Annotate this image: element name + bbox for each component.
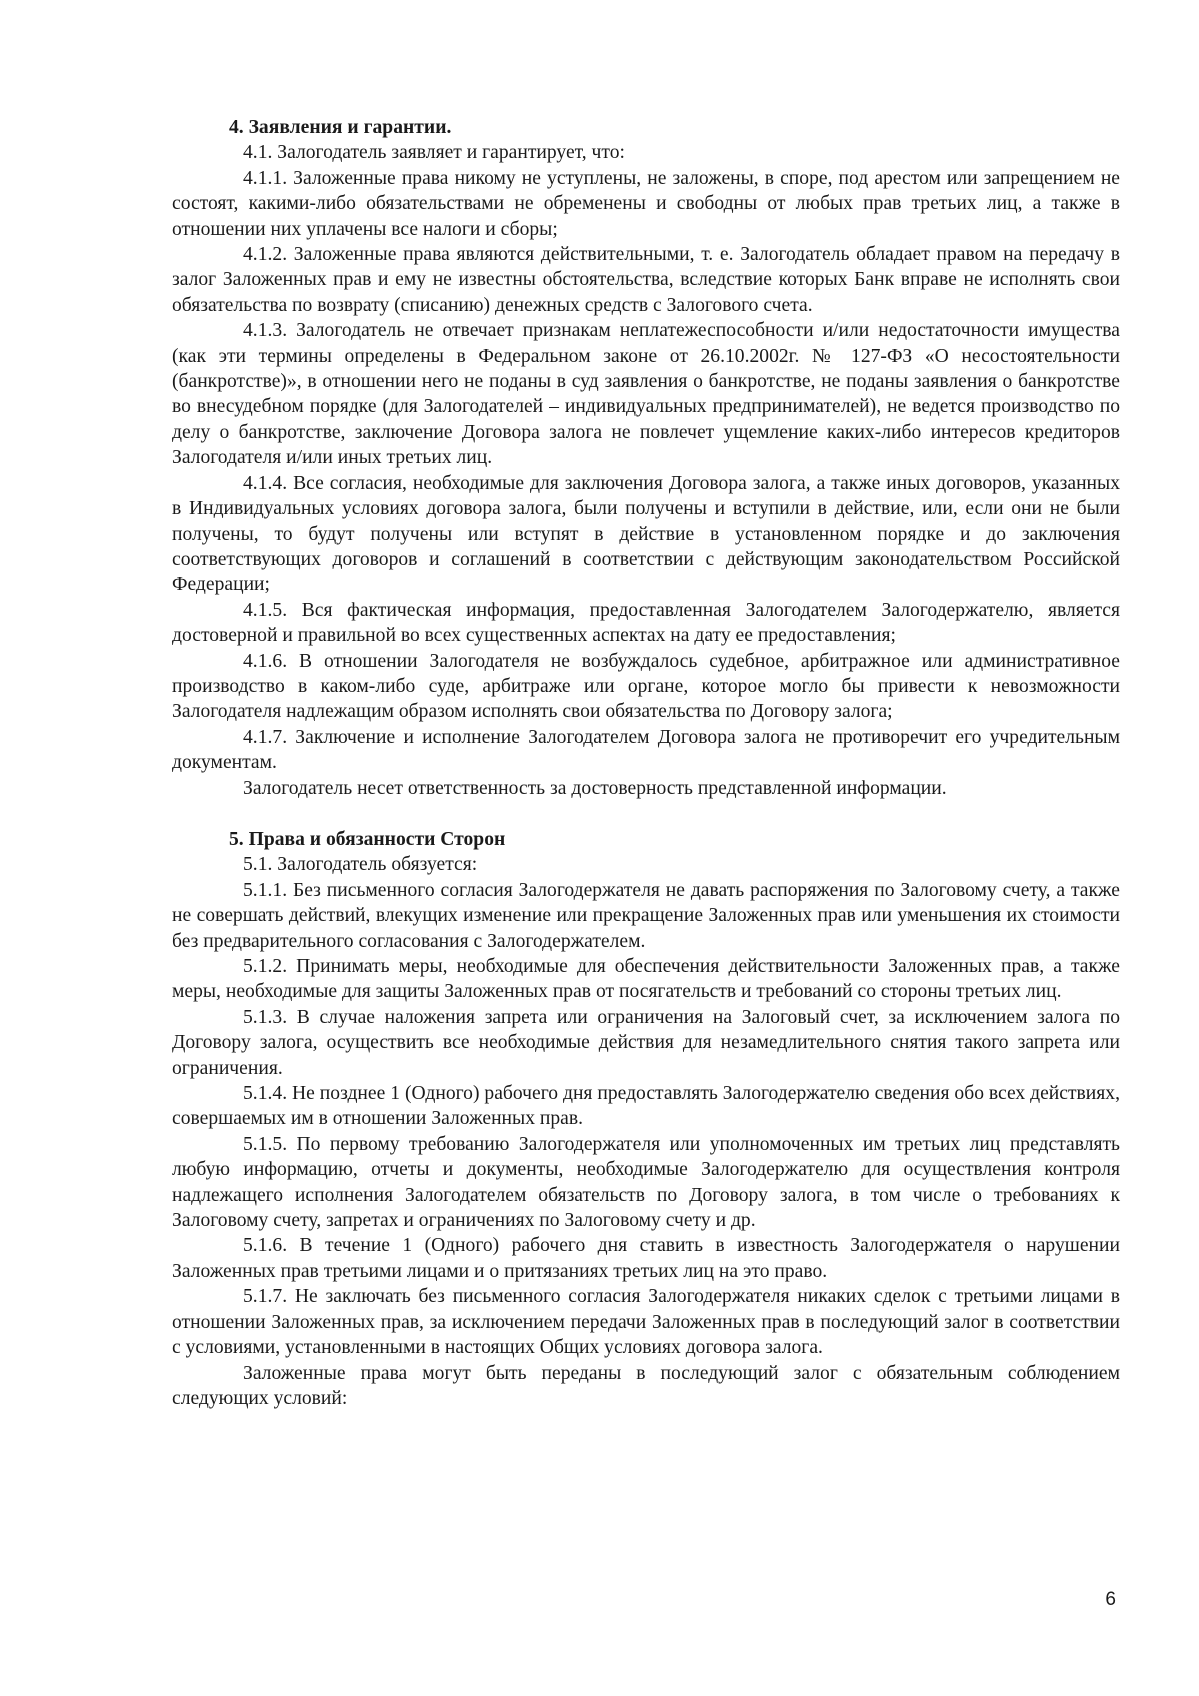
clause-4-1-4: 4.1.4. Все согласия, необходимые для заключения Договора залога, а также иных договоров, указанных в Индивидуальных условиях договора залога, были получены и вступили в действие, или, если они не были получены, то будут получены или вступят в действие в установленном порядке и до заключения соответствующих договоров и соглашений в соответствии с действующим законодательством Российской Федерации; [172,472,1120,596]
section-5-heading: 5. Права и обязанности Сторон [229,828,506,850]
clause-4-1-1: 4.1.1. Заложенные права никому не уступлены, не заложены, в споре, под арестом или запрещением не состоят, какими-либо обязательствами не обременены и свободны от любых прав третьих лиц, а также в отношении них уплачены все налоги и сборы; [172,167,1120,240]
clause-4-1: 4.1. Залогодатель заявляет и гарантирует, что: [243,142,625,164]
section-gap [172,801,1120,827]
liability-statement: Залогодатель несет ответственность за достоверность представленной информации. [243,777,947,799]
section-4-heading: 4. Заявления и гарантии. [229,117,452,138]
clause-5-1-2: 5.1.2. Принимать меры, необходимые для обеспечения действительности Заложенных прав, а также меры, необходимые для защиты Заложенных прав от посягательств и требований со стороны третьих лиц. [172,956,1120,1003]
clause-5-1-6: 5.1.6. В течение 1 (Одного) рабочего дня ставить в известность Залогодержателя о нарушении Заложенных прав третьими лицами и о притязаниях третьих лиц на это право. [172,1235,1120,1282]
clause-5-1-7: 5.1.7. Не заключать без письменного согласия Залогодержателя никаких сделок с третьими лицами в отношении Заложенных прав, за исключением передачи Заложенных прав в последующий залог в соответствии с условиями, установленными в настоящих Общих условиях договора залога. [172,1286,1120,1359]
clause-5-1-5: 5.1.5. По первому требованию Залогодержателя или уполномоченных им третьих лиц представлять любую информацию, отчеты и документы, необходимые Залогодержателю для осуществления контроля надлежащего исполнения Залогодателем обязательств по Договору залога, в том числе о требованиях к Залоговому счету, запретах и ограничениях по Залоговому счету и др. [172,1133,1120,1232]
clause-4-1-7: 4.1.7. Заключение и исполнение Залогодателем Договора залога не противоречит его учредительным документам. [172,726,1120,774]
clause-5-1-1: 5.1.1. Без письменного согласия Залогодержателя не давать распоряжения по Залоговому счету, а также не совершать действий, влекущих изменение или прекращение Заложенных прав или уменьшения их стоимости без предварительного согласования с Залогодержателем. [172,879,1120,952]
clause-4-1-5: 4.1.5. Вся фактическая информация, предоставленная Залогодателем Залогодержателю, является достоверной и правильной во всех существенных аспектах на дату ее предоставления; [172,599,1120,647]
clause-4-1-2: 4.1.2. Заложенные права являются действительными, т. е. Залогодатель обладает правом на передачу в залог Заложенных прав и ему не известны обстоятельства, вследствие которых Банк вправе не исполнять свои обязательства по возврату (списанию) денежных средств с Залогового счета. [172,244,1120,316]
clause-4-1-6: 4.1.6. В отношении Залогодателя не возбуждалось судебное, арбитражное или административное производство в каком-либо суде, арбитраже или органе, которое могло бы привести к невозможности Залогодателя надлежащим образом исполнять свои обязательства по Договору залога; [172,650,1120,723]
clause-5-1-4: 5.1.4. Не позднее 1 (Одного) рабочего дня предоставлять Залогодержателю сведения обо всех действиях, совершаемых им в отношении Заложенных прав. [172,1083,1120,1130]
clause-4-1-3: 4.1.3. Залогодатель не отвечает признакам неплатежеспособности и/или недостаточности имущества (как эти термины определены в Федеральном законе от 26.10.2002г. № 127-ФЗ «О несостоятельности (банкротстве)», в отношении него не поданы в суд заявления о банкротстве, не поданы заявления о банкротстве во внесудебном порядке (для Залогодателей – индивидуальных предпринимателей), не ведется производство по делу о банкротстве, заключение Договора залога не повлечет ущемление каких-либо интересов кредиторов Залогодателя и/или иных третьих лиц. [172,320,1120,469]
subsequent-pledge-conditions: Заложенные права могут быть переданы в последующий залог с обязательным соблюдением следующих условий: [172,1362,1120,1409]
clause-5-1-3: 5.1.3. В случае наложения запрета или ограничения на Залоговый счет, за исключением залога по Договору залога, осуществить все необходимые действия для незамедлительного снятия такого запрета или ограничения. [172,1006,1120,1079]
page-number: 6 [1105,1589,1116,1610]
clause-5-1: 5.1. Залогодатель обязуется: [243,854,478,876]
page-content [172,115,1120,1411]
